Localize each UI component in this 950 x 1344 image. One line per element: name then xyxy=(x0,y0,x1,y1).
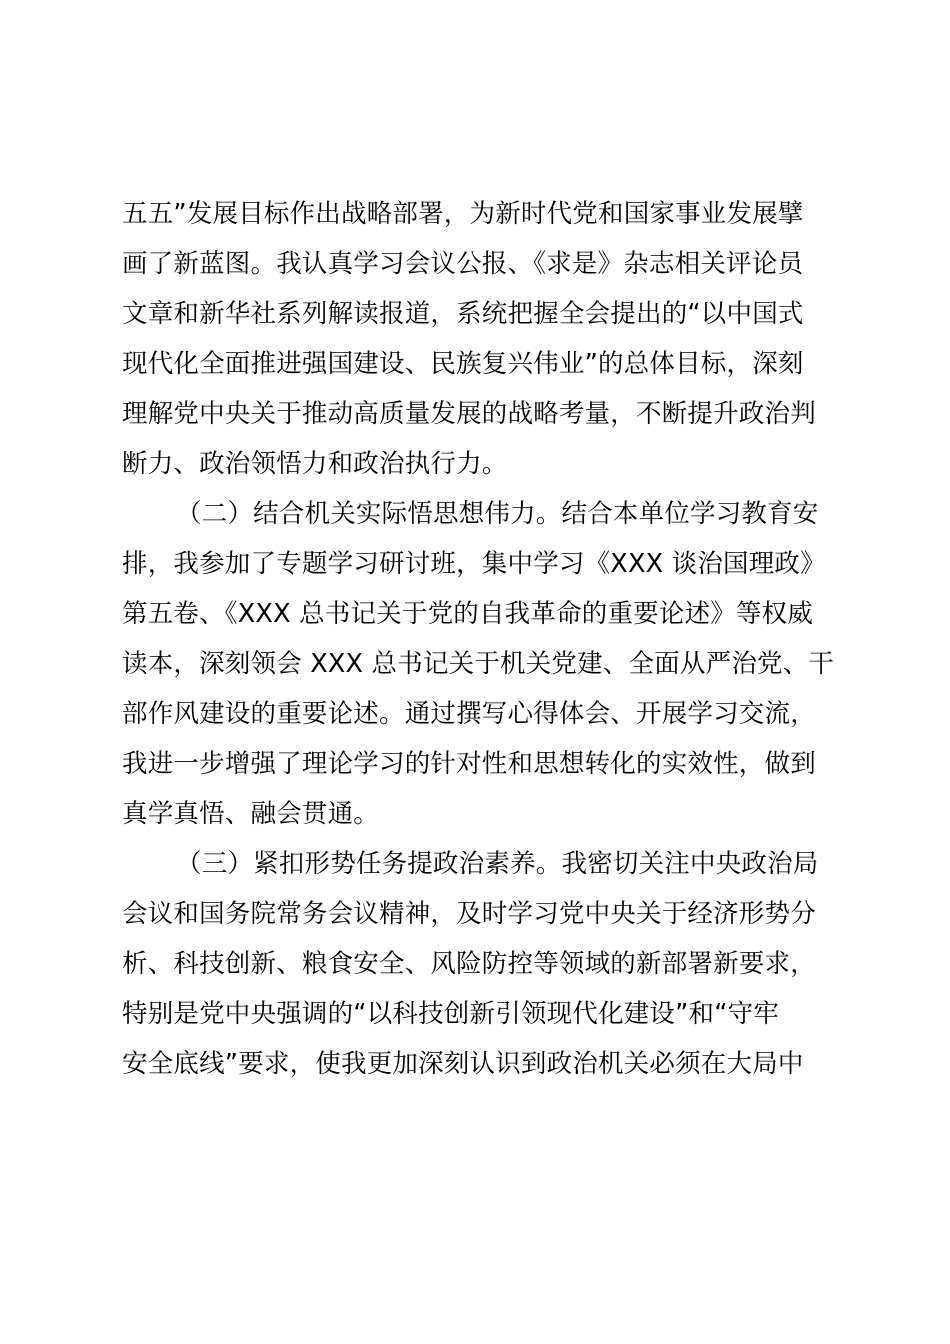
text-line: 析、科技创新、粮食安全、风险防控等领域的新部署新要求， xyxy=(122,949,816,979)
text-line: 排，我参加了专题学习研讨班，集中学习《XXX 谈治国理政》 xyxy=(122,549,826,579)
text-line: 五五”发展目标作出战略部署，为新时代党和国家事业发展擘 xyxy=(122,199,804,229)
text-line: 会议和国务院常务会议精神，及时学习党中央关于经济形势分 xyxy=(122,899,816,929)
section-heading-line: （三）紧扣形势任务提政治素养。我密切关注中央政治局 xyxy=(176,849,819,879)
text-line: 第五卷、《XXX 总书记关于党的自我革命的重要论述》等权威 xyxy=(122,599,814,629)
text-line: 我进一步增强了理论学习的针对性和思想转化的实效性，做到 xyxy=(122,749,816,779)
text-line: 部作风建设的重要论述。通过撰写心得体会、开展学习交流， xyxy=(122,699,816,729)
text-line: 断力、政治领悟力和政治执行力。 xyxy=(122,449,508,479)
section-heading-line: （二）结合机关实际悟思想伟力。结合本单位学习教育安 xyxy=(176,499,819,529)
text-line: 读本，深刻领会 XXX 总书记关于机关党建、全面从严治党、干 xyxy=(122,649,835,679)
text-line: 文章和新华社系列解读报道，系统把握全会提出的“以中国式 xyxy=(122,299,804,329)
text-line: 现代化全面推进强国建设、民族复兴伟业”的总体目标，深刻 xyxy=(122,349,804,379)
text-line: 安全底线”要求，使我更加深刻认识到政治机关必须在大局中 xyxy=(122,1049,804,1079)
text-line: 特别是党中央强调的“以科技创新引领现代化建设”和“守牢 xyxy=(122,999,780,1029)
text-line: 理解党中央关于推动高质量发展的战略考量，不断提升政治判 xyxy=(122,399,816,429)
text-line: 真学真悟、融会贯通。 xyxy=(122,799,380,829)
text-line: 画了新蓝图。我认真学习会议公报、《求是》杂志相关评论员 xyxy=(122,249,804,279)
